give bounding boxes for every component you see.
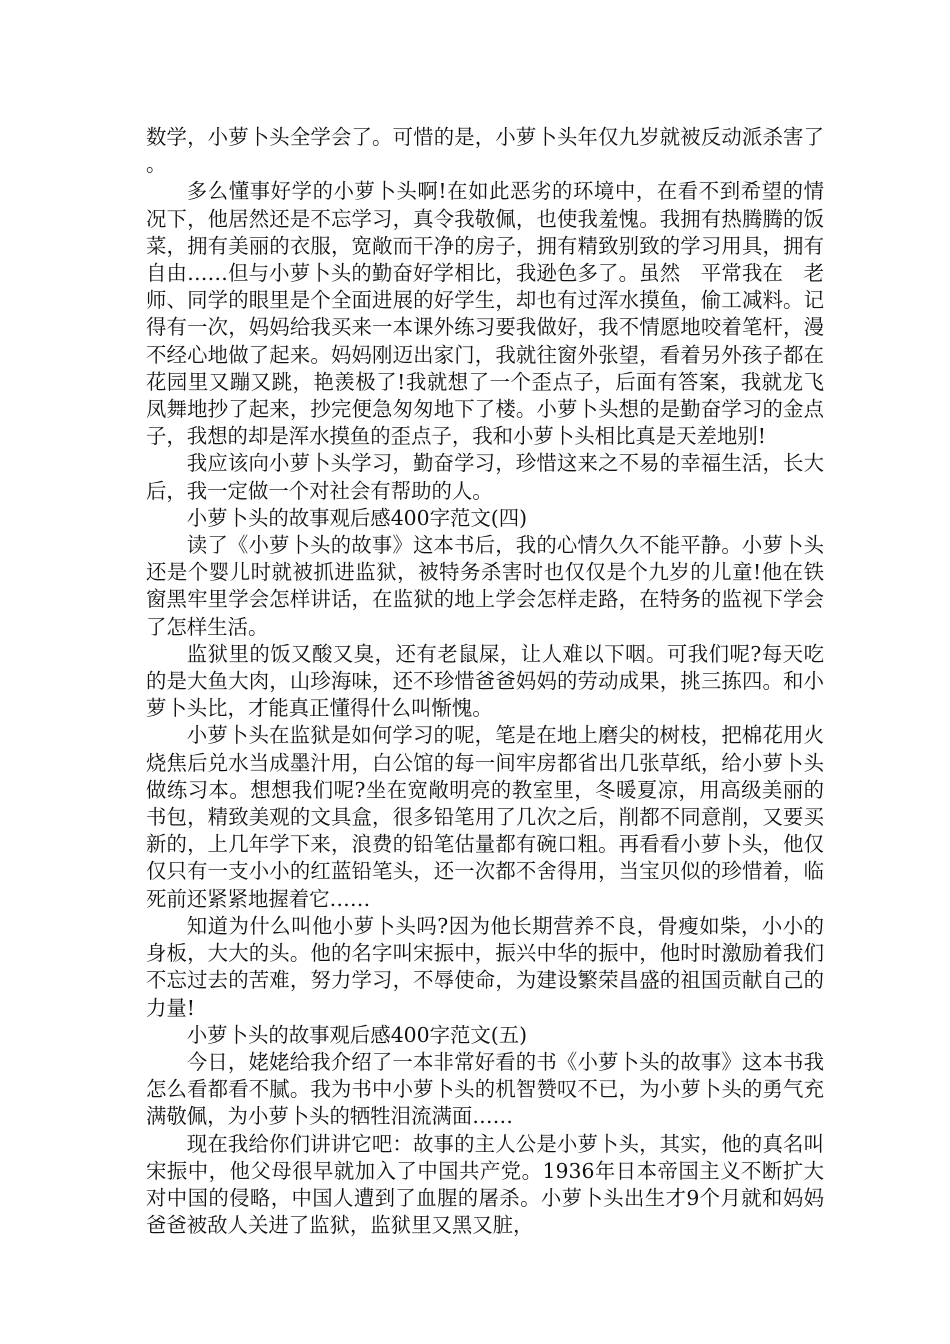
document-page xyxy=(146,124,824,1239)
section-heading: 小萝卜头的故事观后感400字范文(四) xyxy=(186,505,528,530)
paragraph: 数学，小萝卜头全学会了。可惜的是，小萝卜头年仅九岁就被反动派杀害了。 xyxy=(146,125,824,177)
section-heading: 小萝卜头的故事观后感400字范文(五) xyxy=(186,1022,528,1047)
paragraph: 小萝卜头在监狱是如何学习的呢，笔是在地上磨尖的树枝，把棉花用火烧焦后兑水当成墨汁用，白公馆的每一间牢房都省出几张草纸，给小萝卜头做练习本。想想我们呢?坐在宽敞明亮的教室里，冬暖夏凉，用高级美丽的书包，精致美观的文具盒，很多铅笔用了几次之后，削都不同意削，又要买新的，上几年学下来，浪费的铅笔估量都有碗口粗。再看看小萝卜头，他仅仅只有一支小小的红蓝铅笔头，还一次都不舍得用，当宝贝似的珍惜着，临死前还紧紧地握着它…… xyxy=(146,723,824,911)
paragraph: 知道为什么叫他小萝卜头吗?因为他长期营养不良，骨瘦如柴，小小的身板，大大的头。他的名字叫宋振中，振兴中华的振中，他时时激励着我们不忘过去的苦难，努力学习，不辱使命，为建设繁荣昌盛的祖国贡献自己的力量! xyxy=(146,913,824,1020)
paragraph: 监狱里的饭又酸又臭，还有老鼠屎，让人难以下咽。可我们呢?每天吃的是大鱼大肉，山珍海味，还不珍惜爸爸妈妈的劳动成果，挑三拣四。和小萝卜头比，才能真正懂得什么叫惭愧。 xyxy=(146,641,824,721)
paragraph: 读了《小萝卜头的故事》这本书后，我的心情久久不能平静。小萝卜头还是个婴儿时就被抓进监狱，被特务杀害时也仅仅是个九岁的儿童!他在铁窗黑牢里学会怎样讲话，在监狱的地上学会怎样走路，在特务的监视下学会了怎样生活。 xyxy=(146,533,824,639)
paragraph: 多么懂事好学的小萝卜头啊!在如此恶劣的环境中，在看不到希望的情况下，他居然还是不忘学习，真令我敬佩，也使我羞愧。我拥有热腾腾的饭菜，拥有美丽的衣服，宽敞而干净的房子，拥有精致别致的学习用具，拥有自由……但与小萝卜头的勤奋好学相比，我逊色多了。虽然 平常我在 老师、同学的眼里是个全面进展的好学生，却也有过浑水摸鱼，偷工减料。记得有一次，妈妈给我买来一本课外练习要我做好，我不情愿地咬着笔杆，漫不经心地做了起来。妈妈刚迈出家门，我就往窗外张望，看着另外孩子都在花园里又蹦又跳，艳羡极了!我就想了一个歪点子，后面有答案，我就龙飞凤舞地抄了起来，抄完便急匆匆地下了楼。小萝卜头想的是勤奋学习的金点子，我想的却是浑水摸鱼的歪点子，我和小萝卜头相比真是天差地别! xyxy=(146,179,824,449)
paragraph: 我应该向小萝卜头学习，勤奋学习，珍惜这来之不易的幸福生活，长大后，我一定做一个对社会有帮助的人。 xyxy=(146,451,824,503)
paragraph: 现在我给你们讲讲它吧：故事的主人公是小萝卜头，其实，他的真名叫宋振中，他父母很早就加入了中国共产党。1936年日本帝国主义不断扩大对中国的侵略，中国人遭到了血腥的屠杀。小萝卜头出生才9个月就和妈妈爸爸被敌人关进了监狱，监狱里又黑又脏， xyxy=(146,1131,824,1238)
paragraph: 今日，姥姥给我介绍了一本非常好看的书《小萝卜头的故事》这本书我怎么看都看不腻。我为书中小萝卜头的机智赞叹不已，为小萝卜头的勇气充满敬佩，为小萝卜头的牺牲泪流满面…… xyxy=(146,1049,824,1129)
